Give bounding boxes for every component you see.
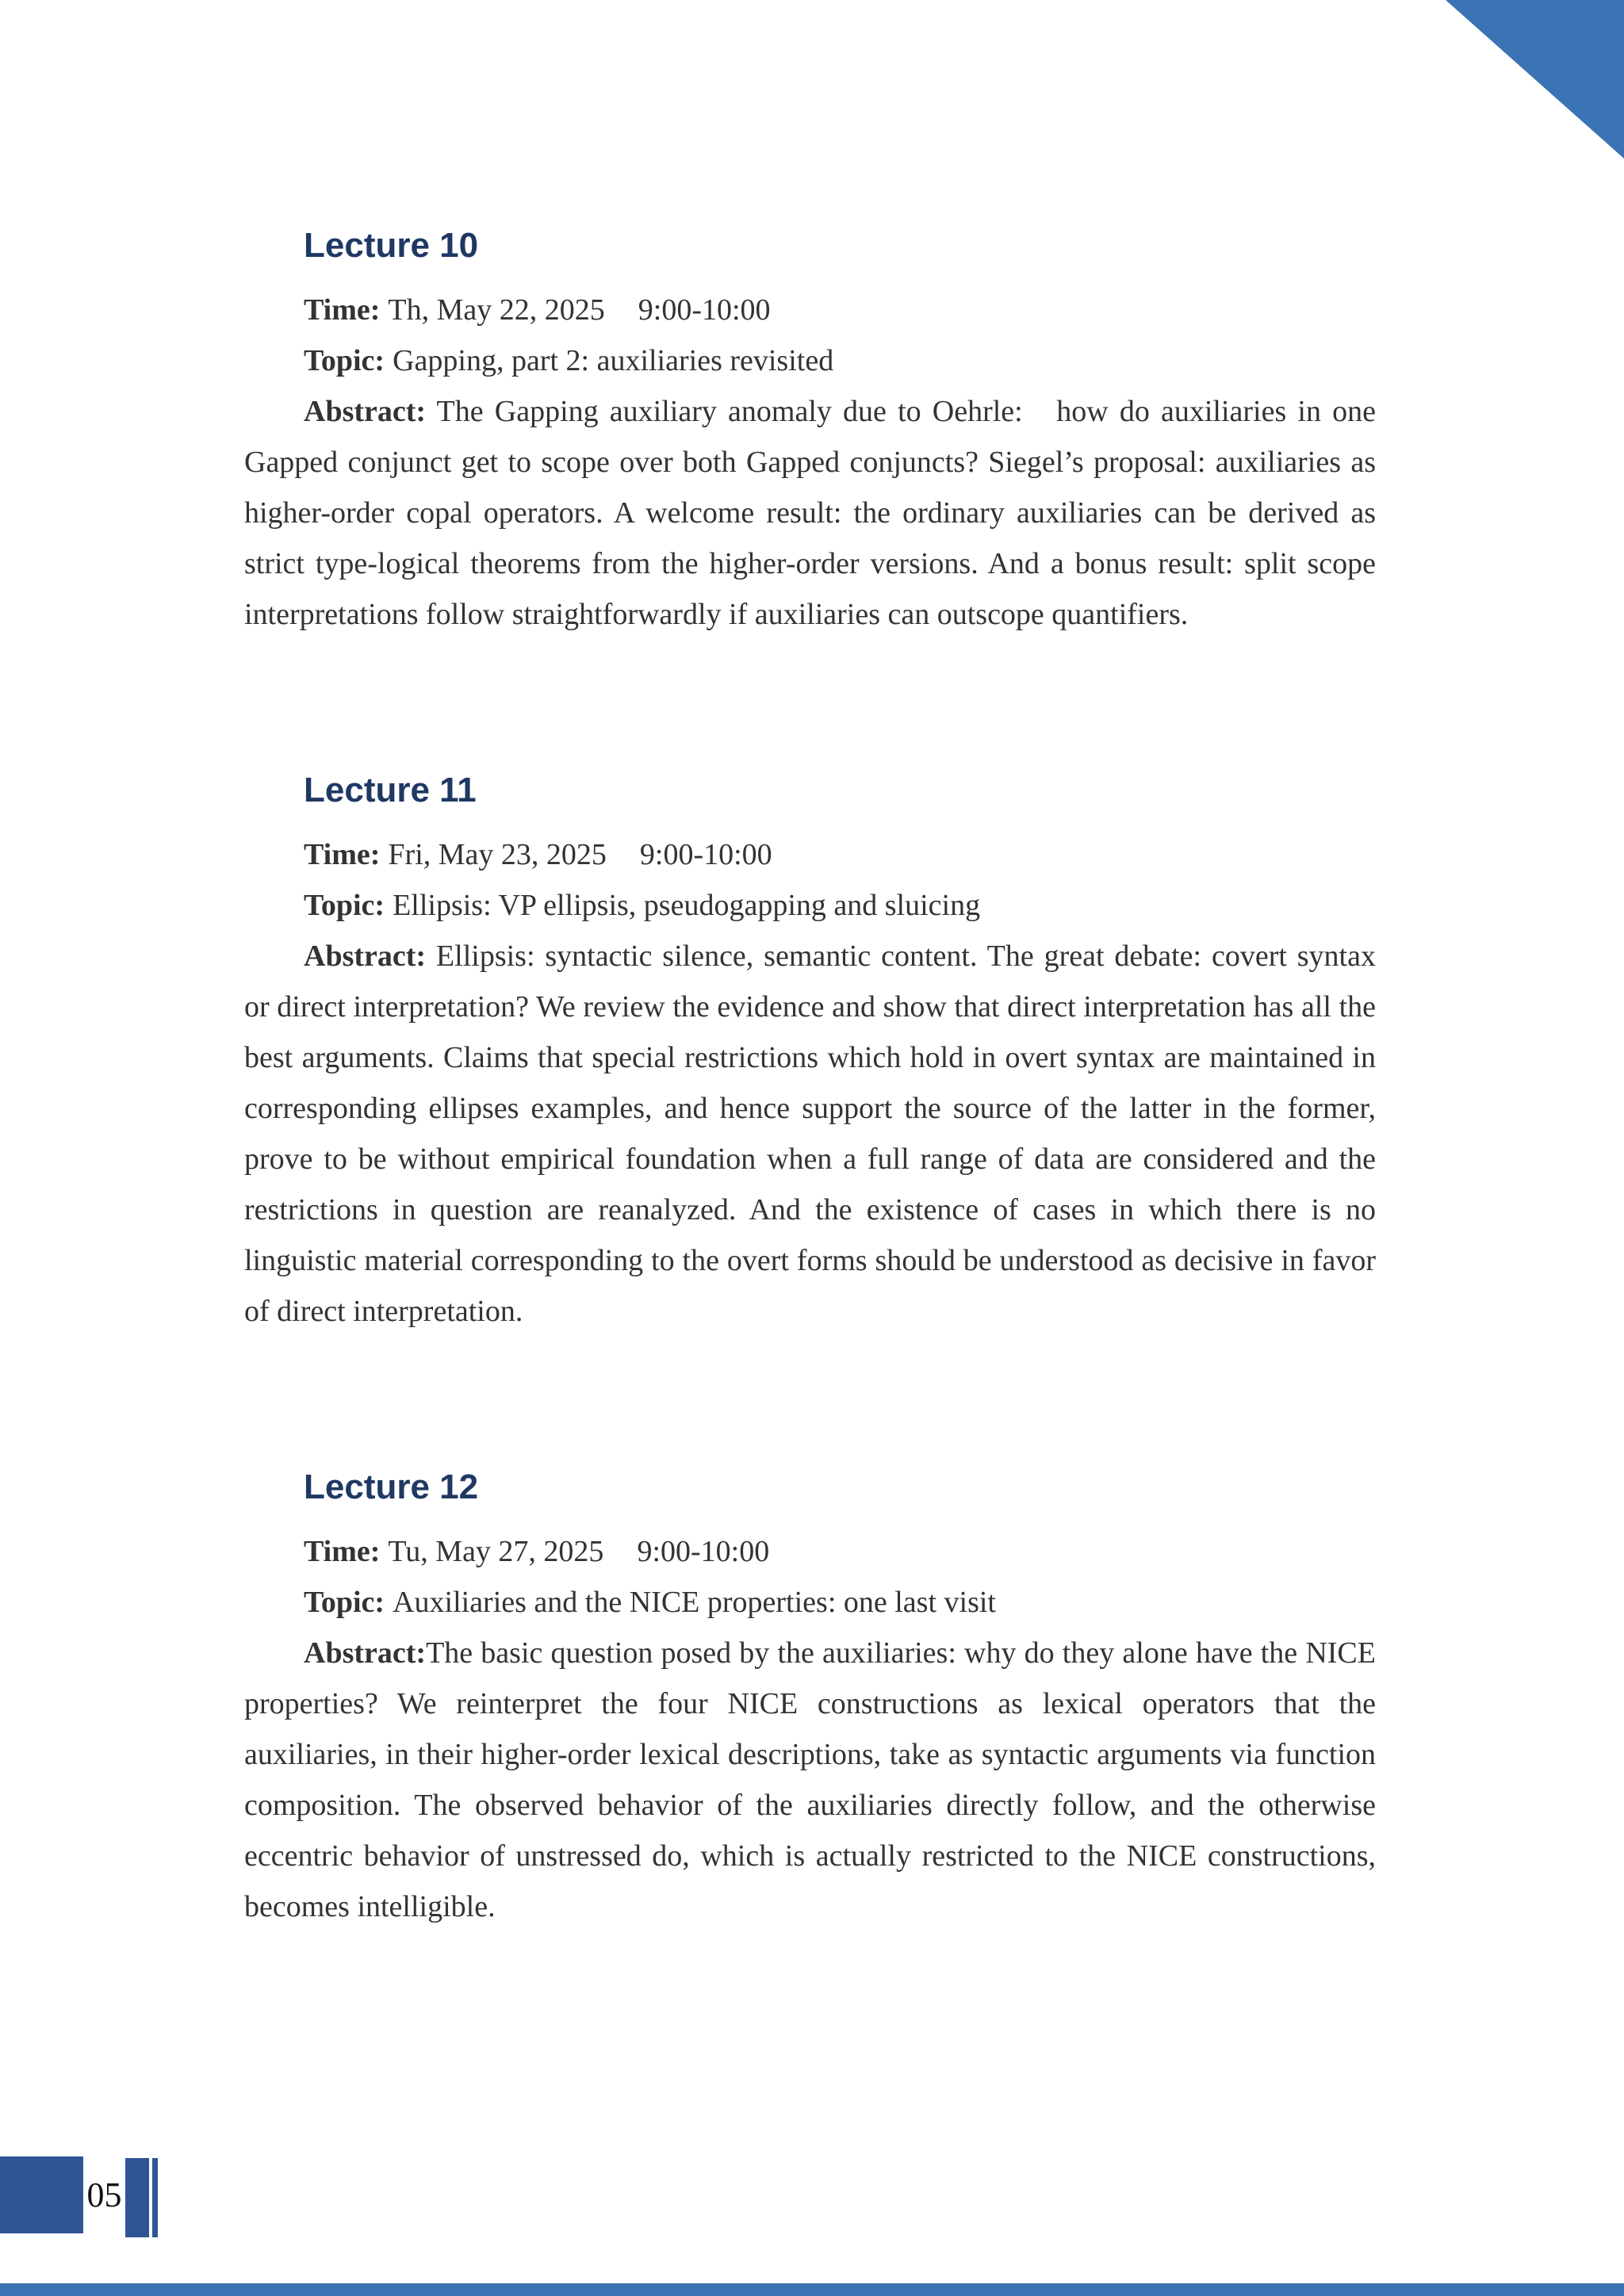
lecture-section-10 bbox=[244, 226, 1376, 640]
abstract-paragraph bbox=[244, 931, 1376, 1337]
topic-value: Gapping, part 2: auxiliaries revisited bbox=[393, 344, 834, 377]
hours-value: 9:00-10:00 bbox=[639, 838, 772, 871]
time-value: Fri, May 23, 2025 bbox=[388, 838, 607, 871]
abstract-text: The Gapping auxiliary anomaly due to Oehrle: how do auxiliaries in one Gapped conjunct get to scope over both Gapped conjuncts? Siegel’s proposal: auxiliaries as higher-order copal operators. A welcome result: the ordinary auxiliaries can be derived as strict type-logical theorems from the higher-order versions. And a bonus result: split scope interpretations follow straightforwardly if auxiliaries can outscope quantifiers. bbox=[244, 395, 1376, 631]
abstract-label: Abstract: bbox=[304, 1636, 427, 1670]
page-number-bar-thin bbox=[152, 2158, 158, 2237]
topic-value: Ellipsis: VP ellipsis, pseudogapping and sluicing bbox=[393, 889, 981, 922]
abstract-label: Abstract: bbox=[304, 395, 427, 428]
footer-accent-bar bbox=[0, 2283, 1624, 2296]
topic-row bbox=[244, 335, 1376, 386]
lecture-title: Lecture 11 bbox=[304, 771, 477, 809]
time-row bbox=[244, 1526, 1376, 1577]
hours-value: 9:00-10:00 bbox=[638, 293, 771, 327]
time-value: Th, May 22, 2025 bbox=[388, 293, 605, 327]
topic-label: Topic: bbox=[304, 889, 385, 922]
lecture-title: Lecture 12 bbox=[304, 1468, 479, 1506]
time-value: Tu, May 27, 2025 bbox=[388, 1535, 604, 1568]
lecture-title: Lecture 10 bbox=[304, 226, 479, 265]
abstract-text: Ellipsis: syntactic silence, semantic content. The great debate: covert syntax or direct interpretation? We review the evidence and show that direct interpretation has all the best arguments. Claims that special restrictions which hold in overt syntax are maintained in corresponding ellipses examples, and hence support the source of the latter in the former, prove to be without empirical foundation when a full range of data are considered and the restrictions in question are reanalyzed. And the existence of cases in which there is no linguistic material corresponding to the overt forms should be understood as decisive in favor of direct interpretation. bbox=[244, 939, 1376, 1328]
abstract-label: Abstract: bbox=[304, 939, 427, 973]
topic-label: Topic: bbox=[304, 344, 385, 377]
lecture-list bbox=[244, 226, 1376, 1932]
hours-value: 9:00-10:00 bbox=[637, 1535, 770, 1568]
time-label: Time: bbox=[304, 293, 381, 327]
topic-value: Auxiliaries and the NICE properties: one last visit bbox=[393, 1586, 996, 1619]
time-row bbox=[244, 285, 1376, 335]
time-label: Time: bbox=[304, 838, 381, 871]
time-row bbox=[244, 829, 1376, 880]
lecture-section-11 bbox=[244, 771, 1376, 1337]
abstract-text: The basic question posed by the auxiliaries: why do they alone have the NICE properties? We reinterpret the four NICE constructions as lexical operators that the auxiliaries, in their higher-order lexical descriptions, take as syntactic arguments via function composition. The observed behavior of the auxiliaries directly follow, and the otherwise eccentric behavior of unstressed do, which is actually restricted to the NICE constructions, becomes intelligible. bbox=[244, 1636, 1376, 1923]
abstract-paragraph bbox=[244, 1628, 1376, 1932]
page-number-bar-thick bbox=[125, 2158, 149, 2237]
topic-row bbox=[244, 880, 1376, 931]
time-label: Time: bbox=[304, 1535, 381, 1568]
corner-triangle-decoration bbox=[1446, 0, 1624, 159]
page-number: 05 bbox=[86, 2175, 122, 2214]
lecture-section-12 bbox=[244, 1468, 1376, 1932]
abstract-paragraph bbox=[244, 386, 1376, 640]
page-number-square bbox=[0, 2156, 83, 2233]
topic-label: Topic: bbox=[304, 1586, 385, 1619]
topic-row bbox=[244, 1577, 1376, 1628]
